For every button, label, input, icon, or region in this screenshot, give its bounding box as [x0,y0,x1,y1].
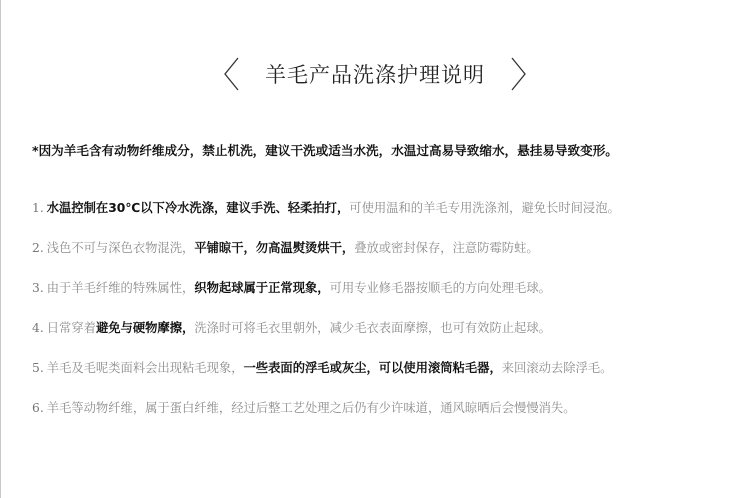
title-row [223,56,527,92]
item-emphasis: 一些表面的浮毛或灰尘，可以使用滚筒粘毛器， [243,361,502,375]
list-item [32,238,746,278]
item-emphasis: 水温控制在30℃以下冷水洗涤，建议手洗、轻柔拍打， [46,201,350,215]
item-number: 4. [32,321,44,335]
chevron-right-icon [511,56,527,92]
item-text: 洗涤时可将毛衣里朝外，减少毛衣表面摩擦，也可有效防止起球。 [194,321,551,335]
list-item [32,278,746,318]
item-number: 2. [32,241,44,255]
chevron-left-icon [223,56,239,92]
item-text: 叠放或密封保存，注意防霉防蛀。 [354,241,539,255]
list-item [32,198,746,238]
care-instructions-list [32,198,746,438]
item-number: 6. [32,401,44,415]
list-item [32,358,746,398]
warning-notice: *因为羊毛含有动物纤维成分，禁止机洗，建议干洗或适当水洗，水温过高易导致缩水，悬挂易导致变形。 [32,143,618,158]
item-text: 来回滚动去除浮毛。 [501,361,613,375]
item-text: 浅色不可与深色衣物混洗， [46,241,195,255]
page-title: 羊毛产品洗涤护理说明 [265,63,485,87]
title-block [0,56,750,96]
list-item [32,318,746,358]
item-emphasis: 织物起球属于正常现象， [194,281,330,295]
item-text: 可使用温和的羊毛专用洗涤剂，避免长时间浸泡。 [349,201,620,215]
item-number: 3. [32,281,44,295]
item-text: 可用专业修毛器按顺毛的方向处理毛球。 [329,281,551,295]
item-text: 羊毛及毛呢类面料会出现粘毛现象， [46,361,244,375]
item-number: 5. [32,361,44,375]
item-text: 羊毛等动物纤维，属于蛋白纤维，经过后整工艺处理之后仍有少许味道，通风晾晒后会慢慢消失。 [46,401,576,415]
list-item [32,398,746,438]
item-text: 由于羊毛纤维的特殊属性， [46,281,195,295]
item-number: 1. [32,201,44,215]
item-emphasis: 避免与硬物摩擦， [95,321,195,335]
item-text: 日常穿着 [46,321,96,335]
item-emphasis: 平铺晾干，勿高温熨烫烘干， [194,241,355,255]
